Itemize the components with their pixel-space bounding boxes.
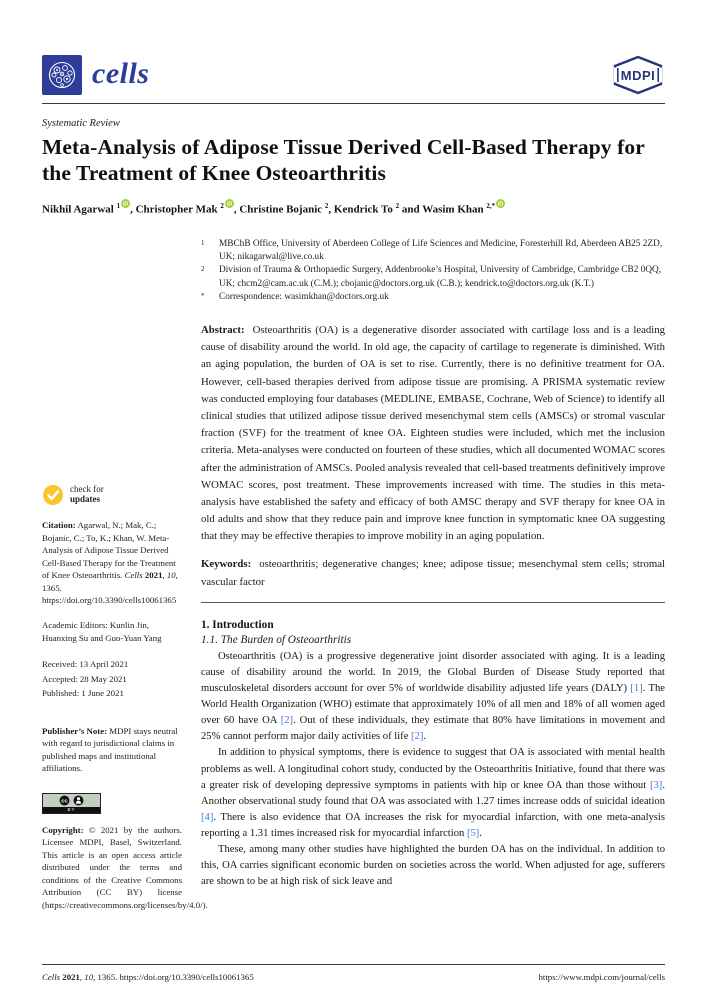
body-paragraphs <box>201 649 665 890</box>
keywords-label: Keywords: <box>201 558 252 571</box>
header-divider <box>42 103 665 104</box>
svg-text:iD: iD <box>226 202 233 209</box>
author-name: Wasim Khan <box>422 204 487 217</box>
citation-journal: Cells <box>124 570 143 581</box>
footer-citation: Cells 2021, 10, 1365. https://doi.org/10.3390/cells10061365 <box>42 972 254 982</box>
orcid-icon[interactable] <box>121 199 130 208</box>
affiliation-sup: * <box>201 291 205 300</box>
journal-logo[interactable] <box>42 55 149 95</box>
affiliation-row <box>201 291 665 304</box>
affiliation-text: Correspondence: wasimkhan@doctors.org.uk <box>219 291 389 302</box>
subsection-heading: 1.1. The Burden of Osteoarthritis <box>201 633 352 646</box>
page-title: Meta-Analysis of Adipose Tissue Derived Cell-Based Therapy for the Treatment of Knee Osteoarthritis <box>42 135 645 186</box>
author-affiliation-sup: 1 <box>116 202 121 211</box>
citation-year: 2021 <box>144 570 163 581</box>
citation-ref[interactable]: [5] <box>466 827 480 839</box>
citation-ref[interactable]: [3] <box>649 779 663 791</box>
check-updates-badge[interactable] <box>42 484 182 506</box>
author-name: Christine Bojanic <box>239 204 325 217</box>
person-icon <box>73 795 84 806</box>
svg-text:cc: cc <box>61 798 68 805</box>
keywords-text: osteoarthritis; degenerative changes; knee; adipose tissue; mesenchymal stem cells; stromal vascular factor <box>201 558 665 588</box>
author-name: Kendrick To <box>333 204 396 217</box>
affiliation-text: Division of Trauma & Orthopaedic Surgery, Addenbrooke’s Hospital, University of Cambridge, Cambridge CB2 0QQ, UK; chcm2@cam.ac.uk (C.M.); cbojanic@doctors.org.uk (C.B.); kendrick.to@doctors.org.uk (K.T.) <box>219 265 662 289</box>
article-dates <box>42 657 182 701</box>
author-affiliation-sup: 2 <box>395 202 400 211</box>
citation-ref[interactable]: [2] <box>411 731 424 743</box>
cells-logo-icon <box>42 55 82 95</box>
svg-text:MDPI: MDPI <box>620 67 656 83</box>
keywords <box>201 556 665 590</box>
check-icon <box>42 484 64 506</box>
mdpi-logo[interactable] <box>611 55 665 95</box>
footer-journal-url[interactable]: https://www.mdpi.com/journal/cells <box>538 972 665 982</box>
header <box>0 0 707 95</box>
orcid-icon[interactable] <box>225 199 234 208</box>
abstract <box>201 322 665 545</box>
title-block <box>42 118 665 216</box>
affiliation-sup: 1 <box>201 239 205 248</box>
accepted-date: Accepted: 28 May 2021 <box>42 673 127 684</box>
cc-by-label: BY <box>43 807 100 813</box>
author-name: Christopher Mak <box>135 204 221 217</box>
affiliations <box>201 238 665 304</box>
body-paragraph: Osteoarthritis (OA) is a progressive degenerative joint disorder associated with aging. It is a leading cause of disability around the world. In 2019, the Global Burden of Disease Study reported that musculoskeletal disorders account for over 5% of worldwide disability adjusted life years (DALY) [1]. The World Health Organization (WHO) estimate that approximately 10% of all men and 18% of all women aged over 60 have OA [2]. Out of these individuals, they estimate that 80% have limitations in movement and 25% cannot perform major daily activities of life [2]. <box>201 650 666 743</box>
citation-doi: , 1365. https://doi.org/10.3390/cells10061365 <box>42 570 178 605</box>
body-paragraph: In addition to physical symptoms, there is evidence to suggest that OA is associated with mental health problems as well. A longitudinal cohort study, conducted by the Osteoarthritis Initiative, found that there was a greater risk of developing depressive symptoms in patients with hip or knee OA than those without [3]. Another observational study found that OA was associated with 1.27 times increase odds of suicidal ideation [4]. There is also evidence that OA increases the risk for myocardial infarction, with one meta-analysis reporting a 1.31 times increased risk for myocardial infarction [5]. <box>201 747 665 839</box>
affiliation-row <box>201 238 665 264</box>
check-updates-label: check for updates <box>70 484 104 505</box>
citation-label: Citation: <box>42 520 76 531</box>
affiliation-text: MBChB Office, University of Aberdeen College of Life Sciences and Medicine, Foresterhill Rd, Aberdeen AB25 2ZD, UK; nikagarwal@live.co.uk <box>219 239 663 263</box>
svg-text:iD: iD <box>122 202 129 209</box>
academic-editors: Academic Editors: Kunlin Jin, Huanxing Su and Guo-Yuan Yang <box>42 620 162 643</box>
publishers-note: Publisher’s Note: MDPI stays neutral with regard to jurisdictional claims in published maps and institutional affiliations. <box>42 725 178 774</box>
abstract-text: Osteoarthritis (OA) is a degenerative disorder associated with cartilage loss and is a leading cause of disability around the world. In old age, the capacity of cartilage to regenerate is diminished. With an aging population, the burden of OA is set to rise. Currently, there is no definitive treatment for OA. However, cell-based therapies derived from adipose tissue are promising. A PRISMA systematic review was conducted employing four databases (MEDLINE, EMBASE, Cochrane, Web of Science) to identify all clinical studies that utilized adipose tissue derived mesenchymal stem cells (AMSCs) or stromal vascular fraction (SVF) for the treatment of knee OA. Eighteen studies were included, which met the inclusion criteria. Meta-analyses were conducted on fourteen of these studies, which all documented WOMAC scores after the administration of AMSCs. Pooled analysis revealed that cell-based treatments definitively improve WOMAC scores, post treatment. These improvements increased with time. The studies in this meta-analysis have established the safety and efficacy of both AMSC therapy and SVF therapy for knee OA in old adults and show that they reduce pain and improve knee function in symptomatic knee OA suggesting that they may be effective therapies to improve mobility in an aging population. <box>201 324 666 543</box>
journal-name: cells <box>92 56 150 90</box>
abstract-label: Abstract: <box>201 324 245 337</box>
footer-divider <box>42 964 665 965</box>
orcid-icon[interactable] <box>496 199 505 208</box>
author-affiliation-sup: 2,* <box>486 202 496 211</box>
affiliation-row <box>201 264 665 290</box>
publishers-note-label: Publisher’s Note: <box>42 725 108 736</box>
sidebar <box>42 232 208 911</box>
published-date: Published: 1 June 2021 <box>42 688 124 699</box>
cc-by-badge[interactable] <box>42 793 101 814</box>
main-column <box>201 232 665 911</box>
author-name: Nikhil Agarwal <box>42 204 117 217</box>
cc-icons <box>43 794 100 807</box>
received-date: Received: 13 April 2021 <box>42 659 129 670</box>
copyright-label: Copyright: <box>42 824 84 835</box>
svg-text:iD: iD <box>497 202 504 209</box>
citation-volume: 10 <box>166 570 176 581</box>
author-affiliation-sup: 2 <box>324 202 329 211</box>
copyright-block: Copyright: © 2021 by the authors. Licensee MDPI, Basel, Switzerland. This article is an open access article distributed under the terms and conditions of the Creative Commons Attribution (CC BY) license (https://creativecommons.org/licenses/by/4.0/). <box>42 824 208 910</box>
authors-line: Nikhil Agarwal $^1$ iD , Christopher Mak $^2$ iD , Christine Bojanic $^2$, Kendrick To $^2$ and Wasim Khan $^{2,*}$ iD <box>42 199 665 216</box>
footer <box>42 964 665 982</box>
body-paragraph: These, among many other studies have highlighted the burden OA has on the individual. In addition to this, OA carries significant economic burden on societies across the world. When adjusted for age, sufferers are shown to be at high risk of sick leave and <box>201 843 665 888</box>
citation-block: Citation: Agarwal, N.; Mak, C.; Bojanic, C.; To, K.; Khan, W. Meta-Analysis of Adipose Tissue Derived Cell-Based Therapy for the Treatment of Knee Osteoarthritis. Cells 2021, 10, 1365. https://doi.org/10.3390/cells10061365 <box>42 520 178 605</box>
keywords-divider <box>201 602 665 603</box>
author-affiliation-sup: 2 <box>220 202 224 211</box>
article-type-label: Systematic Review <box>42 118 120 129</box>
citation-ref[interactable]: [2] <box>280 715 294 727</box>
cc-icon <box>59 795 70 806</box>
citation-text: Agarwal, N.; Mak, C.; Bojanic, C.; To, K.; Khan, W. Meta-Analysis of Adipose Tissue Derived Cell-Based Therapy for the Treatment of Knee Osteoarthritis. <box>42 520 176 581</box>
citation-ref[interactable]: [1] <box>630 683 643 695</box>
affiliation-sup: 2 <box>201 265 205 274</box>
content-columns <box>42 232 665 911</box>
citation-ref[interactable]: [4] <box>201 811 214 823</box>
section-heading-introduction: 1. Introduction <box>201 618 274 631</box>
